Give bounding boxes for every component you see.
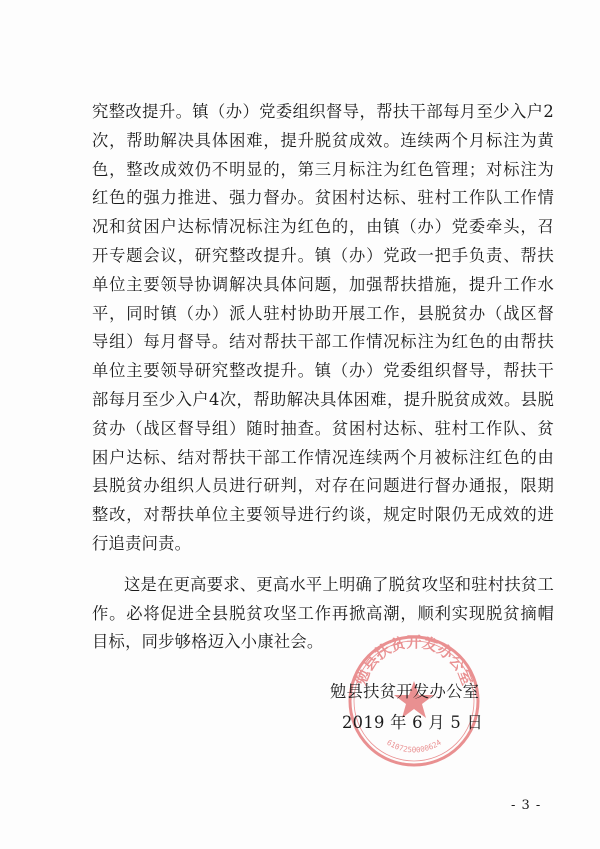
document-body bbox=[92, 98, 554, 657]
seal-code: 6107250000624 bbox=[385, 737, 443, 755]
seal-text: 勉县扶贫开发办公室 bbox=[351, 633, 477, 688]
body-paragraph-2: 这是在更高要求、更高水平上明确了脱贫攻坚和驻村扶贫工作。必将促进全县脱贫攻坚工作再掀高潮，顺利实现脱贫摘帽目标，同步够格迈入小康社会。 bbox=[92, 574, 554, 652]
body-paragraph-1: 究整改提升。镇（办）党委组织督导，帮扶干部每月至少入户2次，帮助解决具体困难，提升脱贫成效。连续两个月标注为黄色，整改成效仍不明显的，第三月标注为红色管理；对标注为红色的强力推进、强力督办。贫困村达标、驻村工作队工作情况和贫困户达标情况标注为红色的，由镇（办）党委牵头，召开专题会议，研究整改提升。镇（办）党政一把手负责、帮扶单位主要领导协调解决具体问题，加强帮扶措施，提升工作水平，同时镇（办）派人驻村协助开展工作，县脱贫办（战区督导组）每月督导。结对帮扶干部工作情况标注为红色的由帮扶单位主要领导研究整改提升。镇（办）党委组织督导，帮扶干部每月至少入户4次，帮助解决具体困难，提升脱贫成效。县脱贫办（战区督导组）随时抽查。贫困村达标、驻村工作队、贫困户达标、结对帮扶干部工作情况连续两个月被标注红色的由县脱贫办组织人员进行研判，对存在问题进行督办通报，限期整改，对帮扶单位主要领导进行约谈，规定时限仍无成效的进行追责问责。 bbox=[92, 102, 554, 553]
page-number: - 3 - bbox=[511, 798, 542, 813]
signature-date: 2019 年 6 月 5 日 bbox=[342, 713, 484, 732]
signature-organization: 勉县扶贫开发办公室 bbox=[330, 682, 480, 701]
